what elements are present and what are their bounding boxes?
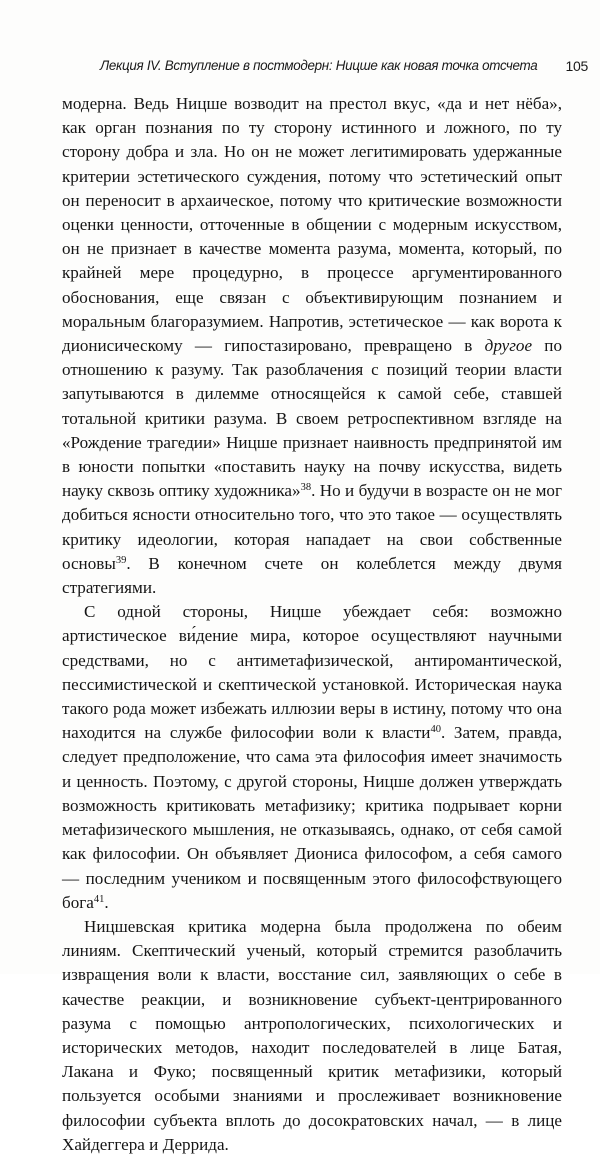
text-run: . Затем, правда, следует предположение, что сама эта философия имеет значимость и ценность. Поэтому, с другой стороны, Ницше должен утверждать возможность критиковать метафизику; критика подрывает корни метафизического мышления, не отказываясь, однако, от себя самой как философии. Он объявляет Диониса философом, а себя самого — последним учеником и посвященным этого философствующего бога (62, 723, 562, 912)
text-run: модерна. Ведь Ницше возводит на престол вкус, «да и нет нёба», как орган познания по ту сторону истинного и ложного, по ту сторону добра и зла. Но он не может легитимировать удержанные критерии эстетического суждения, потому что эстетический опыт он переносит в архаическое, потому что критические возможности оценки ценности, отточенные в общении с модерным искусством, он не признает в качестве момента разума, момента, который, по крайней мере процедурно, в процессе аргументированного обоснования, еще связан с объективирующим познанием и моральным благоразумием. Напротив, эстетическое — как ворота к дионисическому — гипостазировано, превращено в (62, 94, 562, 356)
footnote-ref: 41 (93, 893, 105, 905)
body-text (62, 92, 562, 1157)
text-run: . В конечном счете он колеблется между двумя стратегиями. (62, 553, 562, 598)
paragraph (62, 915, 562, 1157)
text-run: Ницшевская критика модерна была продолжена по обеим линиям. Скептический ученый, который стремится разоблачить извращения воли к власти, восстание сил, заявляющих о себе в качестве реакции, и возникновение субъект-центрированного разума с помощью антропологических, психологических и исторических методов, находит последователей в лице Батая, Лакана и Фуко; посвященный критик метафизики, который пользуется особыми знаниями и прослеживает возникновение философии субъекта вплоть до досократовских начал, — в лице Хайдеггера и Деррида. (62, 916, 562, 1154)
text-run: С одной стороны, Ницше убеждает себя: возможно артистическое ви́дение мира, которое осуществляют научными средствами, но с антиметафизической, антиромантической, пессимистической и скептической установкой. Историческая наука такого рода может избежать иллюзии веры в истину, потому что она находится на службе философии воли к власти (62, 602, 562, 743)
page-number: 105 (565, 58, 588, 74)
text-run: . Но и будучи в возрасте он не мог добиться ясности относительно того, что это такое — осуществлять критику идеологии, которая нападает на свои собственные основы (62, 481, 562, 573)
emphasis: другое (484, 336, 533, 356)
footnote-ref: 38 (300, 482, 312, 494)
running-title: Лекция IV. Вступление в постмодерн: Ницше как новая точка отсчета (100, 58, 538, 73)
paragraph (62, 600, 562, 915)
footnote-ref: 40 (430, 724, 441, 736)
text-run: по отношению к разуму. Так разоблачения с позиций теории власти запутываются в дилемме относящейся к самой себе, ставшей тотальной критики разума. В своем ретроспективном взгляде на «Рождение трагедии» Ницше признает наивность предпринятой им в юности попытки «поставить науку на почву искусства, видеть науку сквозь оптику художника» (62, 336, 563, 501)
text-run: . (104, 892, 109, 912)
paragraph (62, 92, 562, 600)
footnote-ref: 39 (115, 554, 127, 566)
page-header (60, 58, 590, 78)
